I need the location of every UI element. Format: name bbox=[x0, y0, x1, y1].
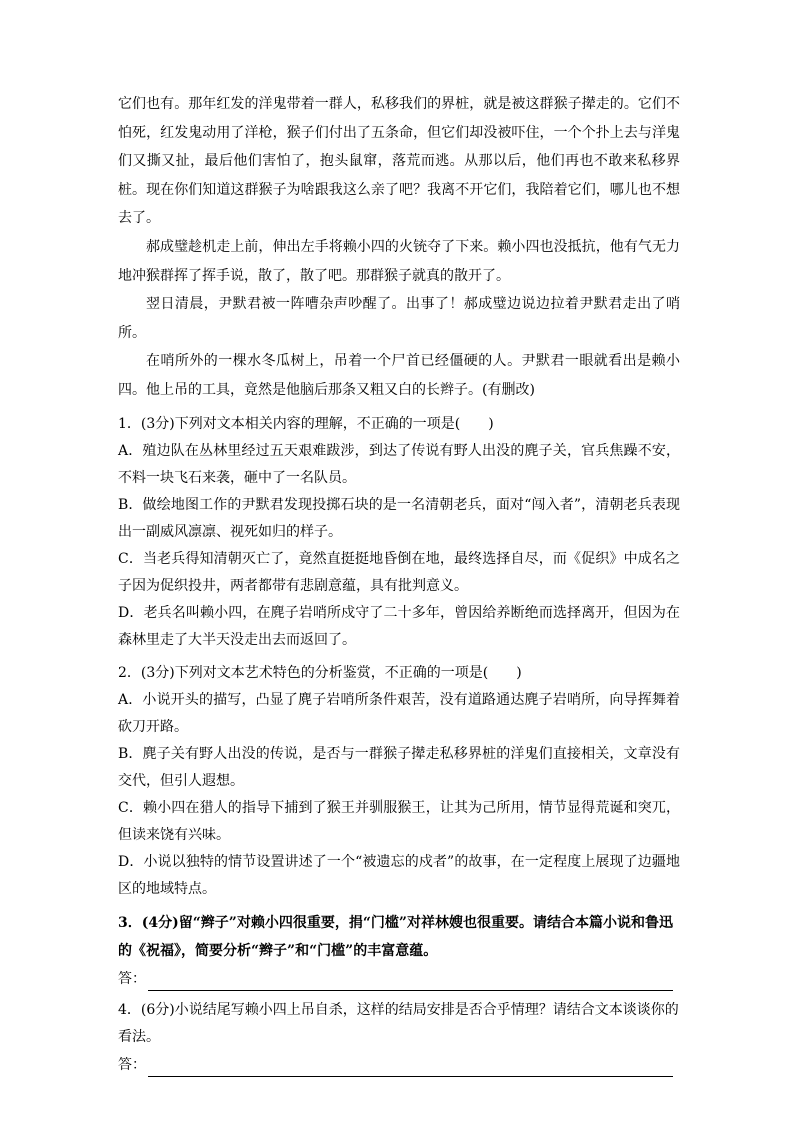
option-c: C．当老兵得知清朝灭亡了，竟然直挺挺地昏倒在地，最终选择自尽，而《促织》中成名之子因为促织投井，两者都带有悲剧意蕴，具有批判意义。 bbox=[118, 550, 680, 594]
passage-paragraph: 在哨所外的一棵水冬瓜树上，吊着一个尸首已经僵硬的人。尹默君一眼就看出是赖小四。他上吊的工具，竟然是他脑后那条又粗又白的长辫子。(有删改) bbox=[118, 353, 680, 398]
option-d: D．小说以独特的情节设置讲述了一个“被遗忘的戍者”的故事，在一定程度上展现了边疆地区的地域特点。 bbox=[118, 853, 680, 897]
answer-label: 答： bbox=[118, 1056, 146, 1073]
question-stem: 1．(3分)下列对文本相关内容的理解，不正确的一项是( ) bbox=[118, 415, 494, 432]
answer-line[interactable] bbox=[148, 973, 673, 991]
option-c: C．赖小四在猎人的指导下捕到了猴王并驯服猴王，让其为己所用，情节显得荒诞和突兀，但读来饶有兴味。 bbox=[118, 799, 680, 843]
option-a: A．殖边队在丛林里经过五天艰难跋涉，到达了传说有野人出没的麂子关，官兵焦躁不安，不料一块飞石来袭，砸中了一名队员。 bbox=[118, 442, 680, 486]
question-1 bbox=[118, 411, 680, 654]
question-3 bbox=[118, 909, 680, 991]
question-stem: 2．(3分)下列对文本艺术特色的分析鉴赏，不正确的一项是( ) bbox=[118, 664, 522, 681]
document-content bbox=[118, 90, 680, 1081]
passage-paragraph: 它们也有。那年红发的洋鬼带着一群人，私移我们的界桩，就是被这群猴子撵走的。它们不怕死，红发鬼动用了洋枪，猴子们付出了五条命，但它们却没被吓住，一个个扑上去与洋鬼们又撕又扯，最后他们害怕了，抱头鼠窜，落荒而逃。从那以后，他们再也不敢来私移界桩。现在你们知道这群猴子为啥跟我这么亲了吧？我离不开它们，我陪着它们，哪儿也不想去了。 bbox=[118, 96, 680, 227]
question-stem: 3．(4分)留“辫子”对赖小四很重要，捐“门槛”对祥林嫂也很重要。请结合本篇小说和鲁迅的《祝福》，简要分析“辫子”和“门槛”的丰富意蕴。 bbox=[118, 914, 673, 959]
story-passage bbox=[118, 90, 680, 405]
option-a: A．小说开头的描写，凸显了麂子岩哨所条件艰苦，没有道路通达麂子岩哨所，向导挥舞着砍刀开路。 bbox=[118, 691, 680, 735]
option-d: D．老兵名叫赖小四，在麂子岩哨所戍守了二十多年，曾因给养断绝而选择离开，但因为在森林里走了大半天没走出去而返回了。 bbox=[118, 604, 680, 648]
question-stem: 4．(6分)小说结尾写赖小四上吊自杀，这样的结局安排是否合乎情理？请结合文本谈谈你的看法。 bbox=[118, 1001, 679, 1045]
passage-paragraph: 翌日清晨，尹默君被一阵嘈杂声吵醒了。出事了！郝成璧边说边拉着尹默君走出了哨所。 bbox=[118, 296, 680, 341]
answer-area bbox=[118, 967, 680, 991]
answer-label: 答： bbox=[118, 970, 146, 987]
passage-paragraph: 郝成璧趁机走上前，伸出左手将赖小四的火铳夺了下来。赖小四也没抵抗，他有气无力地冲猴群挥了挥手说，散了，散了吧。那群猴子就真的散开了。 bbox=[118, 238, 680, 284]
answer-line[interactable] bbox=[148, 1059, 673, 1077]
question-2 bbox=[118, 660, 680, 903]
answer-area bbox=[118, 1053, 680, 1077]
option-b: B．麂子关有野人出没的传说，是否与一群猴子撵走私移界桩的洋鬼们直接相关，文章没有交代，但引人遐想。 bbox=[118, 745, 680, 789]
question-4 bbox=[118, 997, 680, 1077]
option-b: B．做绘地图工作的尹默君发现投掷石块的是一名清朝老兵，面对“闯入者”，清朝老兵表现出一副威风凛凛、视死如归的样子。 bbox=[118, 496, 680, 540]
